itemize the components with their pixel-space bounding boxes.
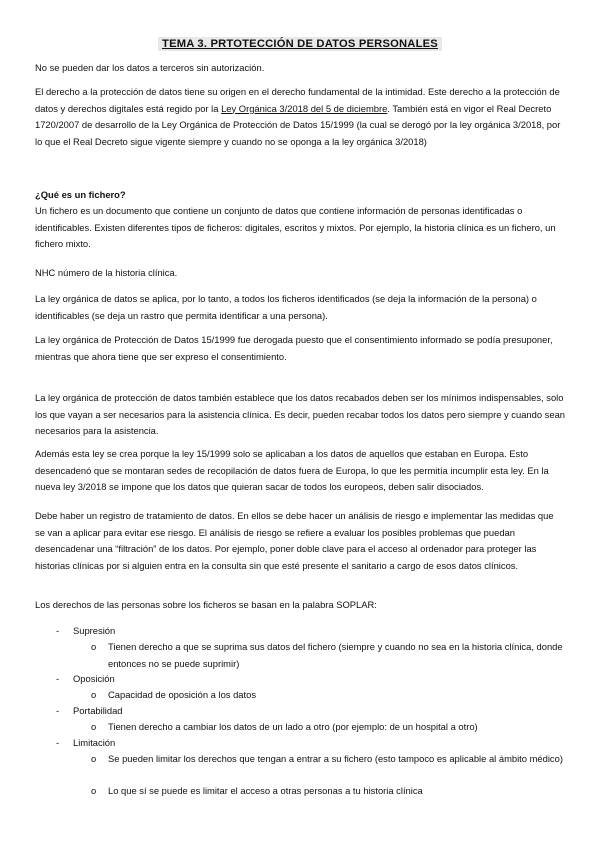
paragraph-consent: No se pueden dar los datos a terceros sin autorización. xyxy=(35,62,265,73)
law-reference-link: Ley Orgánica 3/2018 del 5 de diciembre xyxy=(221,102,388,114)
paragraph-origin-text-b: . También está en vigor el Real Decreto 1720/2007 de desarrollo de la Ley Orgánica de Protección de Datos 15/1999 (la cual se derogó por la ley orgánica 3/2018, por lo que el Real Decreto sigue vigente siempre y cuando no se oponga a la ley orgánica 3/2018) xyxy=(35,102,561,147)
paragraph-scope: La ley orgánica de datos se aplica, por lo tanto, a todos los ficheros identificados (se deja la información de la persona) o identificables (se deja un rastro que permita identificar a una persona). xyxy=(35,293,537,321)
paragraph-registry: Debe haber un registro de tratamiento de datos. En ellos se debe hacer un análisis de riesgo e implementar las medidas que se van a aplicar para evitar ese riesgo. El análisis de riesgo se refiere a evaluar los posibles problemas que puedan desencadenar una “filtración” de los datos. Por ejemplo, poner doble clave para el acceso al ordenador para proteger las historias clínicas por si alguien entra en la consulta sin que esté presente el sanitario a cargo de esos datos clínicos. xyxy=(35,510,554,571)
paragraph-fichero-definition: Un fichero es un documento que contiene un conjunto de datos que contiene información de personas identificadas o identificables. Existen diferentes tipos de ficheros: digitales, escritos y mixtos. Por ejemplo, la historia clínica es un fichero, un fichero mixto. xyxy=(35,205,556,249)
dash-bullet: - xyxy=(56,705,60,716)
dash-bullet: - xyxy=(56,673,60,684)
circle-bullet: o xyxy=(91,689,97,700)
dash-bullet: - xyxy=(56,737,60,748)
right-detail: Lo que sí se puede es limitar el acceso a otras personas a tu historia clínica xyxy=(108,785,423,796)
right-label: Limitación xyxy=(73,737,116,748)
section-heading-fichero: ¿Qué es un fichero? xyxy=(35,189,126,200)
dash-bullet: - xyxy=(56,625,60,636)
circle-bullet: o xyxy=(91,721,97,732)
paragraph-europe: Además esta ley se crea porque la ley 15/1999 solo se aplicaban a los datos de aquellos que estaban en Europa. Esto desencadenó que se montaran sedes de recopilación de datos fuera de Europa, lo que les permitía incumplir esta ley. En la nueva ley 3/2018 se impone que los datos que quieran sacar de todos los europeos, deben salir disociados. xyxy=(35,448,549,492)
paragraph-derogation: La ley orgánica de Protección de Datos 15/1999 fue derogada puesto que el consentimiento informado se podía presuponer, mientras que ahora tiene que ser expreso el consentimiento. xyxy=(35,334,553,362)
circle-bullet: o xyxy=(91,641,97,652)
right-label: Portabilidad xyxy=(73,705,123,716)
right-detail: Se pueden limitar los derechos que tengan a entrar a su fichero (esto tampoco es aplicable al ámbito médico) xyxy=(108,753,563,764)
right-detail: Tienen derecho a cambiar los datos de un lado a otro (por ejemplo: de un hospital a otro) xyxy=(108,721,478,732)
paragraph-origin xyxy=(35,84,565,150)
paragraph-nhc: NHC número de la historia clínica. xyxy=(35,267,178,278)
circle-bullet: o xyxy=(91,753,97,764)
right-detail: Capacidad de oposición a los datos xyxy=(108,689,257,700)
paragraph-minimum-data: La ley orgánica de protección de datos también establece que los datos recabados deben ser los mínimos indispensables, solo los que vayan a ser necesarios para la asistencia clínica. Es decir, pueden recabar todos los datos pero siempre y cuando sean necesarios para la asistencia. xyxy=(35,392,565,436)
right-label: Oposición xyxy=(73,673,115,684)
paragraph-origin-text-a: El derecho a la protección de datos tiene su origen en el derecho fundamental de la intimidad. Este derecho a la protección de datos y derechos digitales está regido por la xyxy=(35,86,560,114)
circle-bullet: o xyxy=(91,785,97,796)
document-title: TEMA 3. PRTOTECCIÓN DE DATOS PERSONALES xyxy=(158,37,442,51)
right-detail: Tienen derecho a que se suprima sus datos del fichero (siempre y cuando no sea en la historia clínica, donde entonces no se puede suprimir) xyxy=(108,641,563,669)
title-container xyxy=(0,34,600,52)
paragraph-soplar-intro: Los derechos de las personas sobre los ficheros se basan en la palabra SOPLAR: xyxy=(35,599,377,610)
right-label: Supresión xyxy=(73,625,116,636)
